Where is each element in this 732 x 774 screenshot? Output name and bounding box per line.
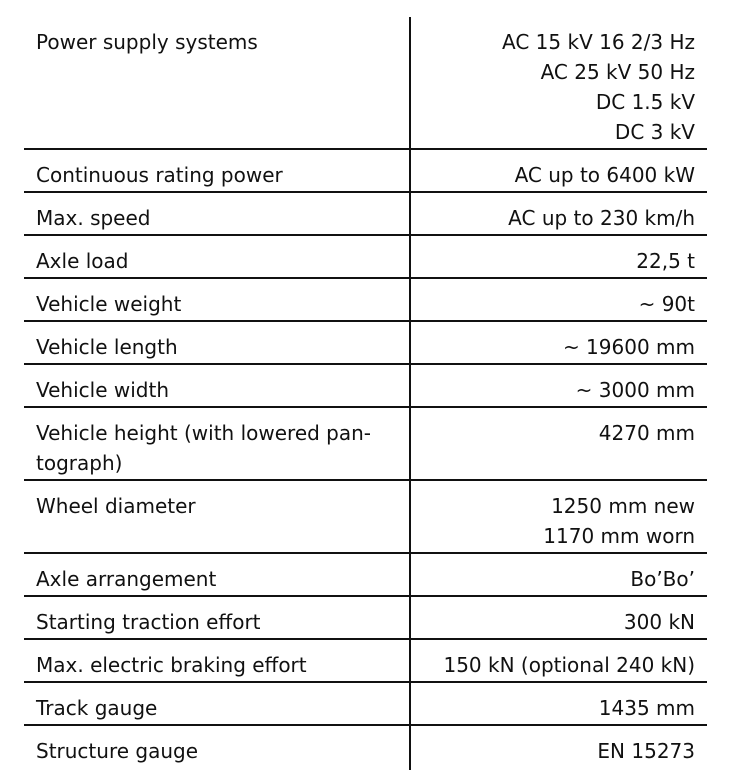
spec-row (24, 596, 707, 639)
spec-row (24, 407, 707, 480)
spec-value: ~ 3000 mm (575, 378, 695, 402)
spec-label-cell (24, 321, 410, 364)
spec-value: DC 3 kV (614, 120, 695, 144)
spec-value: EN 15273 (597, 739, 695, 763)
spec-label: Axle arrangement (36, 567, 217, 591)
spec-label-cell (24, 407, 410, 480)
spec-row (24, 553, 707, 596)
spec-row (24, 725, 707, 770)
spec-row (24, 639, 707, 682)
spec-label: Starting traction effort (36, 610, 261, 634)
spec-label-cell (24, 682, 410, 725)
spec-value: AC 15 kV 16 2/3 Hz (502, 30, 695, 54)
spec-value-cell (410, 192, 707, 235)
spec-label-cell (24, 235, 410, 278)
spec-label-cell (24, 553, 410, 596)
spec-label-cell (24, 596, 410, 639)
spec-value: Bo’Bo’ (630, 567, 695, 591)
spec-label-cell (24, 192, 410, 235)
spec-label: Power supply systems (36, 30, 258, 54)
spec-label-cell (24, 278, 410, 321)
spec-label-cell (24, 480, 410, 553)
spec-value: 4270 mm (598, 421, 695, 445)
spec-value-cell (410, 639, 707, 682)
spec-label: Structure gauge (36, 739, 199, 763)
spec-value: DC 1.5 kV (595, 90, 695, 114)
spec-label-cell (24, 149, 410, 192)
spec-row (24, 149, 707, 192)
spec-value: ~ 19600 mm (562, 335, 695, 359)
spec-row (24, 480, 707, 553)
spec-label-cell (24, 725, 410, 770)
spec-label: Axle load (36, 249, 129, 273)
spec-row (24, 321, 707, 364)
spec-value: 1435 mm (598, 696, 695, 720)
spec-row (24, 278, 707, 321)
spec-value-cell (410, 553, 707, 596)
spec-row (24, 235, 707, 278)
spec-value-cell (410, 321, 707, 364)
spec-value-cell (410, 596, 707, 639)
spec-value: 1250 mm new (551, 494, 695, 518)
spec-value: ~ 90t (638, 292, 695, 316)
spec-value: AC up to 230 km/h (508, 206, 695, 230)
spec-value-cell (410, 480, 707, 553)
spec-value-cell (410, 364, 707, 407)
spec-value: 22,5 t (636, 249, 695, 273)
spec-label: Vehicle width (36, 378, 170, 402)
spec-value: AC up to 6400 kW (514, 163, 695, 187)
spec-value-cell (410, 682, 707, 725)
spec-label: Vehicle length (36, 335, 178, 359)
spec-value: 1170 mm worn (543, 524, 695, 548)
spec-label: Track gauge (36, 696, 158, 720)
spec-label: Vehicle weight (36, 292, 182, 316)
spec-value-cell (410, 17, 707, 149)
spec-row (24, 364, 707, 407)
spec-label: Vehicle height (with lowered pan- (36, 421, 372, 445)
spec-value: 300 kN (623, 610, 695, 634)
spec-label: Max. electric braking effort (36, 653, 307, 677)
spec-value-cell (410, 407, 707, 480)
spec-value-cell (410, 149, 707, 192)
spec-label: Continuous rating power (36, 163, 283, 187)
spec-table (24, 17, 707, 770)
spec-value-cell (410, 725, 707, 770)
spec-label: Wheel diameter (36, 494, 196, 518)
spec-value-cell (410, 278, 707, 321)
spec-value: AC 25 kV 50 Hz (540, 60, 695, 84)
spec-value-cell (410, 235, 707, 278)
spec-label: Max. speed (36, 206, 151, 230)
spec-row (24, 192, 707, 235)
spec-label: tograph) (36, 451, 123, 475)
spec-row (24, 17, 707, 149)
spec-value: 150 kN (optional 240 kN) (443, 653, 695, 677)
spec-table-body (24, 17, 707, 770)
spec-row (24, 682, 707, 725)
spec-label-cell (24, 364, 410, 407)
spec-label-cell (24, 17, 410, 149)
spec-label-cell (24, 639, 410, 682)
